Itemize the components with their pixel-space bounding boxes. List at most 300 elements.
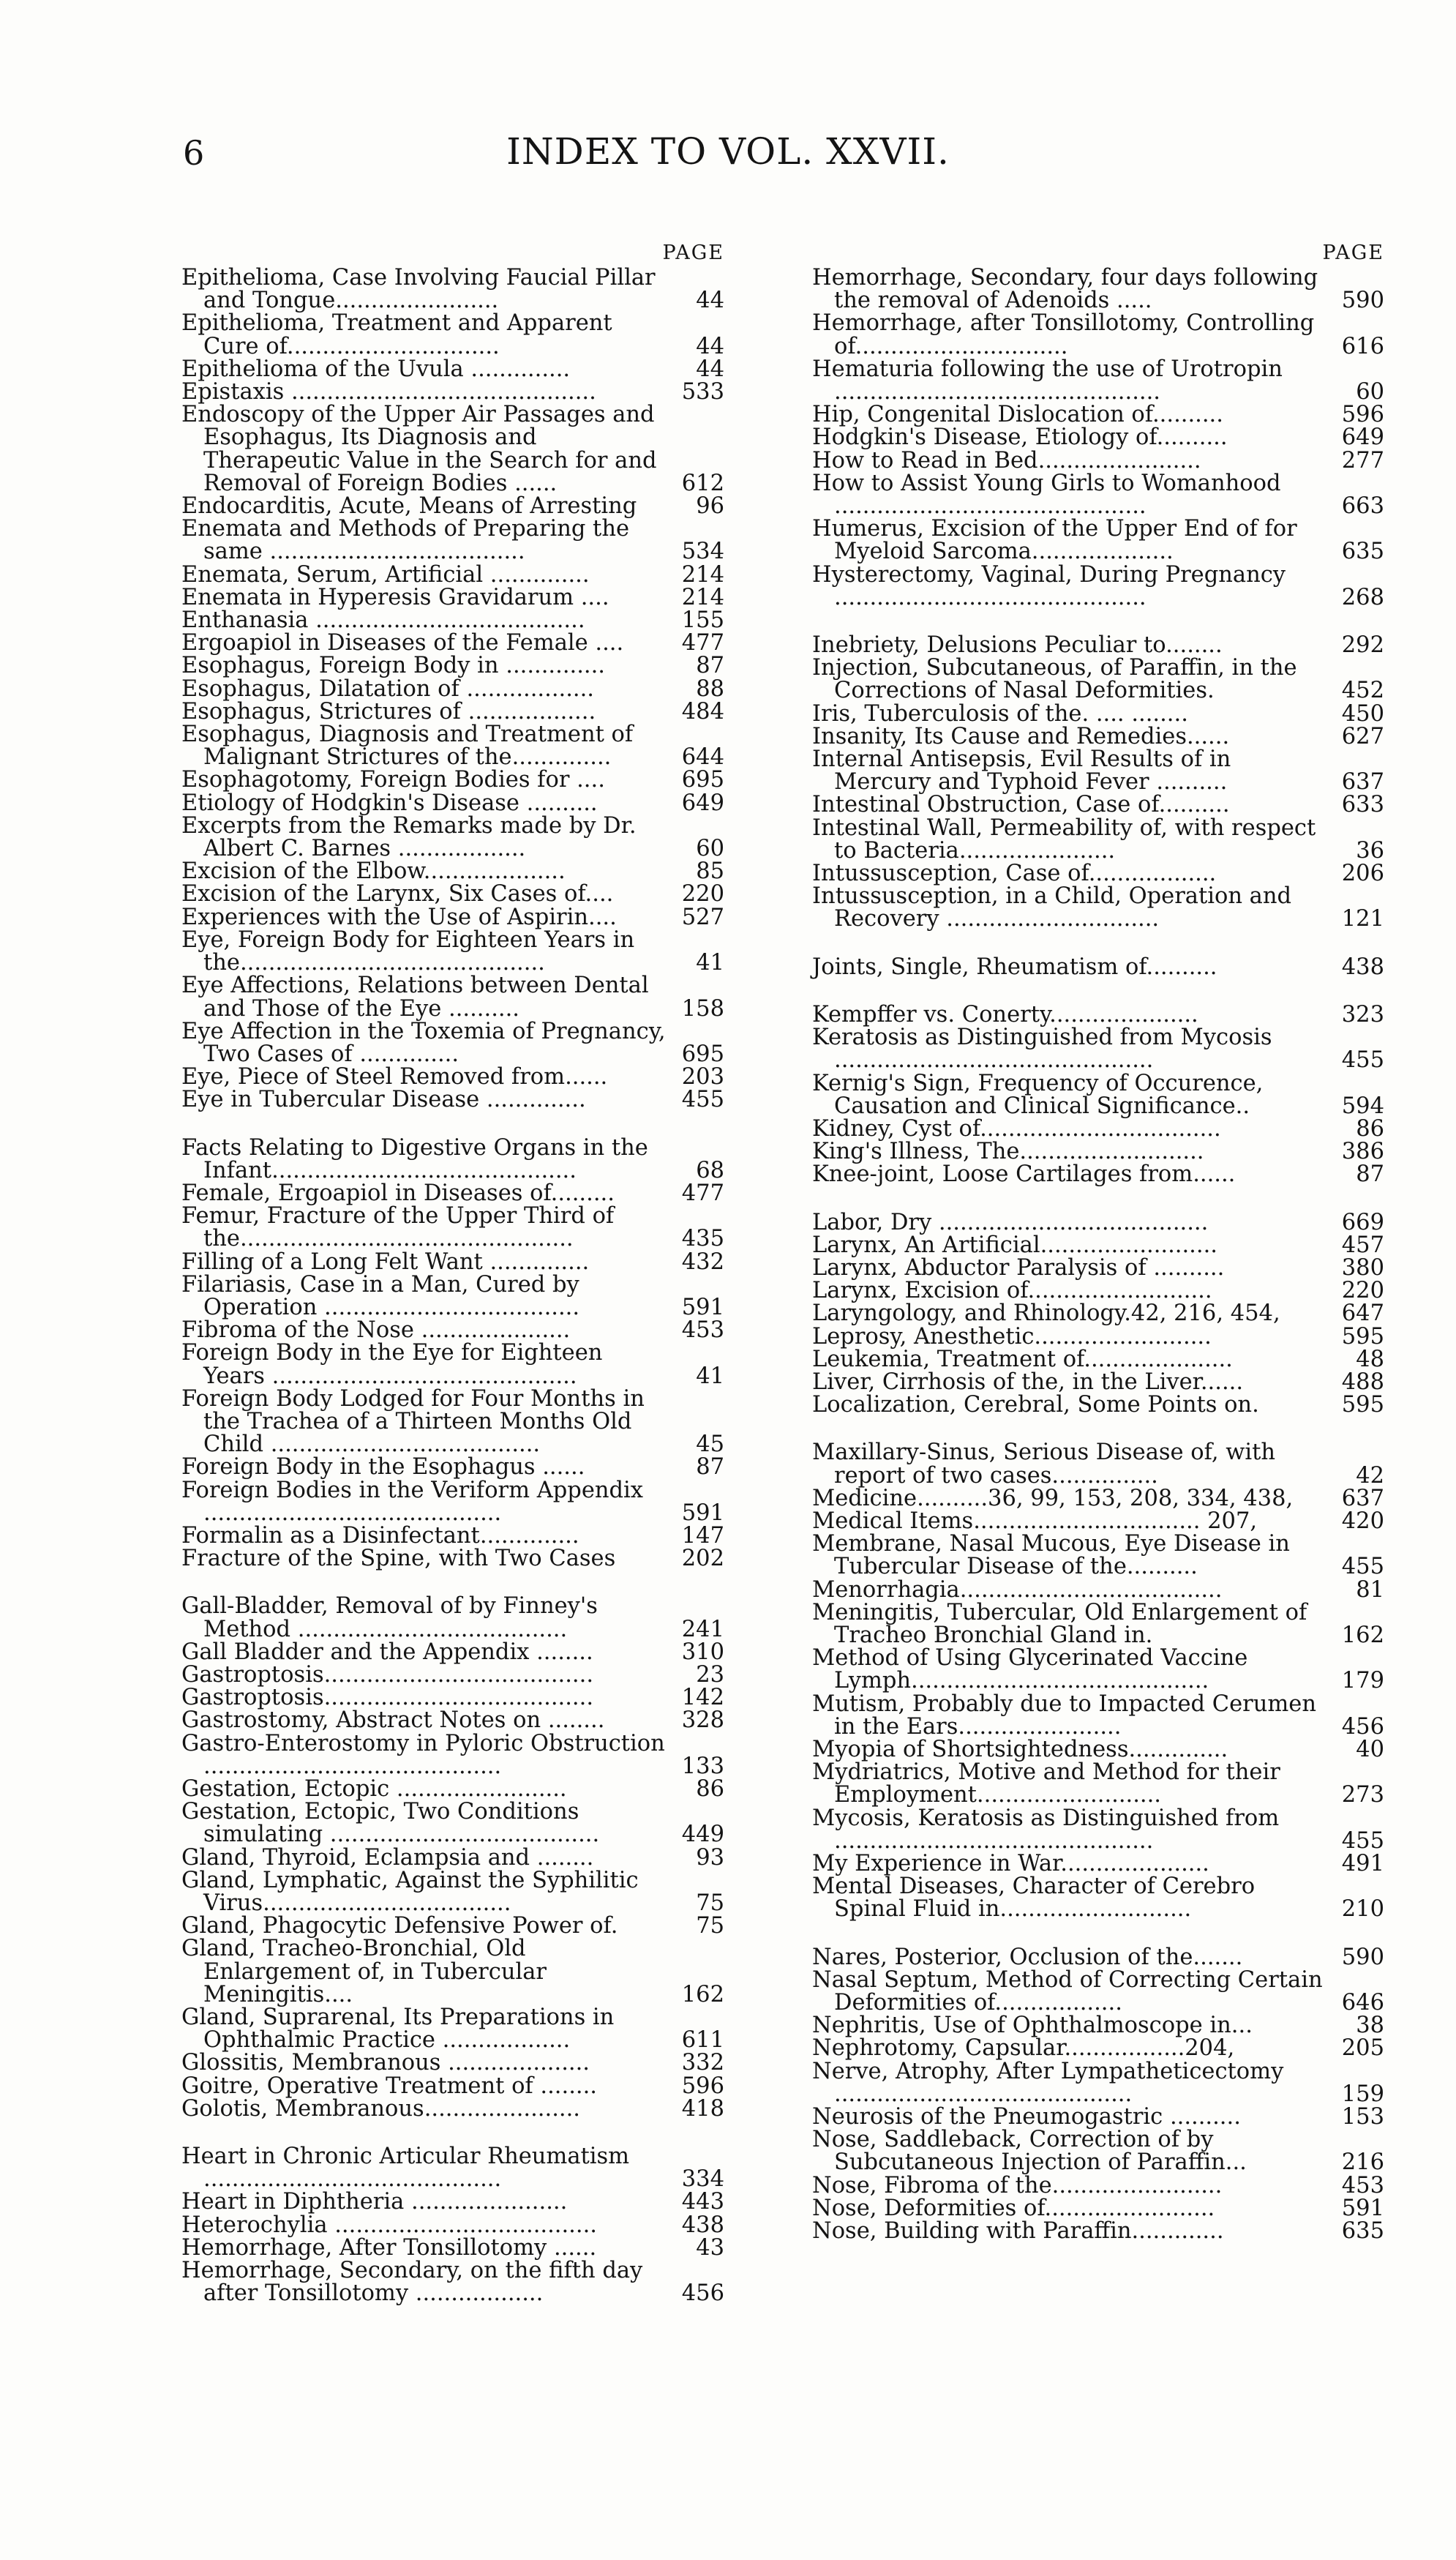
index-entry-text: Hemorrhage, Secondary, four days following the removal of Adenoids .....: [812, 265, 1318, 314]
page-column-heading: PAGE: [662, 242, 724, 264]
index-entry: [812, 632, 1384, 659]
index-entry-page: 220: [1341, 1278, 1384, 1304]
index-entry-text: Hemorrhage, Secondary, on the fifth day after Tonsillotomy ..................: [181, 2258, 643, 2307]
index-entry-text: Larynx, An Artificial.........................: [812, 1232, 1217, 1258]
index-entry-page: 477: [681, 630, 724, 656]
index-entry-text: Larynx, Abductor Paralysis of ..........: [812, 1254, 1225, 1281]
index-entry-text: Esophagus, Foreign Body in ..............: [181, 653, 605, 679]
index-entry: [812, 1487, 1384, 1510]
index-entry-page: 158: [681, 995, 724, 1022]
entry-list: [181, 266, 724, 2305]
index-entry-page: 121: [1341, 906, 1384, 932]
index-entry-text: Enemata and Methods of Preparing the same ....................................: [181, 516, 630, 565]
index-entry-text: Knee-joint, Loose Cartilages from......: [812, 1161, 1236, 1188]
index-entry-page: 277: [1341, 447, 1384, 474]
index-entry: [181, 1547, 724, 1570]
index-entry-text: Eye, Piece of Steel Removed from......: [181, 1064, 608, 1090]
index-entry-text: Enemata, Serum, Artificial ..............: [181, 561, 590, 588]
index-entry-text: Fibroma of the Nose .....................: [181, 1317, 571, 1344]
index-entry-page: 452: [1341, 678, 1384, 704]
index-entry-text: Foreign Body in the Esophagus ......: [181, 1454, 585, 1481]
index-entry-page: 210: [1341, 1896, 1384, 1923]
index-entry: [812, 1140, 1384, 1163]
index-entry-text: Humerus, Excision of the Upper End of for Myeloid Sarcoma....................: [812, 516, 1297, 565]
index-entry: [812, 956, 1384, 978]
index-entry-page: 328: [681, 1707, 724, 1734]
index-entry: [181, 1317, 724, 1344]
index-entry: [812, 1254, 1384, 1281]
index-entry-page: 75: [696, 1890, 724, 1917]
index-entry: [812, 1025, 1384, 1074]
index-entry-text: Gastro-Enterostomy in Pyloric Obstruction ..........................................: [181, 1730, 665, 1779]
index-entry-text: Foreign Bodies in the Veriform Appendix ..........................................: [181, 1477, 643, 1526]
index-entry: [181, 1273, 724, 1319]
index-entry-page: 438: [681, 2212, 724, 2238]
index-entry-page: 87: [696, 653, 724, 679]
index-entry-page: 663: [1341, 493, 1384, 520]
index-entry-page: 87: [1356, 1161, 1384, 1188]
index-entry-page: 488: [1341, 1369, 1384, 1395]
index-entry-page: 332: [681, 2050, 724, 2076]
page-number: 6: [183, 133, 205, 173]
index-entry: [812, 817, 1384, 862]
index-entry: [181, 2234, 724, 2261]
index-entry-page: 88: [696, 675, 724, 702]
index-entry-text: Insanity, Its Cause and Remedies......: [812, 723, 1230, 749]
index-entry-page: 590: [1341, 288, 1384, 314]
index-entry-page: 695: [681, 767, 724, 793]
index-entry-page: 86: [1356, 1115, 1384, 1142]
index-entry: [181, 1134, 724, 1183]
index-entry-text: Hysterectomy, Vaginal, During Pregnancy ............................................: [812, 561, 1286, 610]
index-entry-page: 202: [681, 1546, 724, 1572]
index-entry: [812, 2197, 1384, 2220]
index-entry-text: Epistaxis ...........................................: [181, 379, 596, 405]
index-entry-text: Keratosis as Distinguished from Mycosis .............................................: [812, 1025, 1272, 1074]
index-entry-text: Epithelioma of the Uvula ..............: [181, 356, 571, 382]
entry-list: [812, 265, 1384, 2245]
index-entry-text: Labor, Dry ......................................: [812, 1209, 1209, 1235]
index-entry-page: 292: [1341, 632, 1384, 659]
index-entry-page: 590: [1341, 1944, 1384, 1970]
index-entry-text: Eye in Tubercular Disease ..............: [181, 1087, 586, 1113]
index-entry-page: 456: [1341, 1713, 1384, 1740]
index-entry-text: Excerpts from the Remarks made by Dr. Albert C. Barnes ..................: [181, 812, 637, 862]
index-entry-page: 241: [681, 1616, 724, 1642]
index-entry-text: Gastroptosis......................................: [181, 1685, 594, 1711]
index-entry-page: 418: [681, 2095, 724, 2122]
index-entry-page: 456: [681, 2280, 724, 2307]
index-entry: [181, 929, 724, 974]
index-entry: [812, 1115, 1384, 1142]
index-entry: [812, 449, 1384, 472]
index-entry-text: Nares, Posterior, Occlusion of the.......: [812, 1944, 1243, 1970]
index-entry: [812, 1807, 1384, 1852]
index-entry-page: 310: [681, 1639, 724, 1665]
index-entry: [812, 1234, 1384, 1257]
index-entry: [812, 1966, 1384, 2016]
index-entry: [181, 860, 724, 883]
index-entry: [812, 312, 1384, 357]
index-entry-page: 637: [1341, 769, 1384, 796]
index-entry: [181, 1869, 724, 1915]
index-entry: [181, 1915, 724, 1937]
index-entry: [812, 470, 1384, 520]
index-entry-page: 42: [1356, 1462, 1384, 1489]
index-entry-text: Leprosy, Anesthetic.........................: [812, 1323, 1212, 1350]
index-entry-page: 455: [1341, 1047, 1384, 1074]
index-entry: [181, 722, 724, 771]
index-entry-text: Nephritis, Use of Ophthalmoscope in...: [812, 2013, 1253, 2039]
index-entry-text: Heart in Chronic Articular Rheumatism ..........................................: [181, 2144, 630, 2193]
index-entry-page: 23: [696, 1661, 724, 1688]
index-entry-page: 205: [1341, 2035, 1384, 2062]
index-entry-page: 40: [1356, 1736, 1384, 1762]
index-entry: [181, 586, 724, 609]
index-entry-page: 435: [681, 1226, 724, 1252]
index-entry-text: Epithelioma, Treatment and Apparent Cure of..............................: [181, 310, 612, 359]
index-entry-page: 142: [681, 1685, 724, 1711]
index-entry: [181, 1686, 724, 1709]
index-entry: [812, 1738, 1384, 1761]
index-entry-text: Ergoapiol in Diseases of the Female ....: [181, 630, 624, 656]
index-entry-page: 220: [681, 881, 724, 907]
index-entry: [181, 1479, 724, 1524]
index-entry: [181, 906, 724, 929]
index-entry-page: 214: [681, 561, 724, 588]
index-entry-text: Esophagotomy, Foreign Bodies for ....: [181, 767, 605, 793]
index-column-left: [181, 240, 724, 2305]
index-entry-text: Hip, Congenital Dislocation of..........: [812, 402, 1223, 428]
index-entry: [181, 1182, 724, 1205]
index-entry-text: Heart in Diphtheria ......................: [181, 2189, 568, 2215]
index-entry-text: Mutism, Probably due to Impacted Cerumen in the Ears.......................: [812, 1691, 1316, 1740]
index-entry-page: 647: [1341, 1300, 1384, 1327]
index-entry-text: Eye Affections, Relations between Dental and Those of the Eye ..........: [181, 973, 649, 1022]
index-entry: [812, 1946, 1384, 1969]
index-entry: [181, 403, 724, 495]
index-entry-page: 591: [681, 1500, 724, 1526]
index-entry: [812, 358, 1384, 403]
index-entry-text: Gland, Phagocytic Defensive Power of.: [181, 1913, 618, 1939]
index-entry-text: Laryngology, and Rhinology.42, 216, 454,: [812, 1300, 1280, 1327]
index-entry-text: Eye, Foreign Body for Eighteen Years in the...........................................: [181, 927, 635, 976]
index-entry: [812, 517, 1384, 563]
index-entry-text: Liver, Cirrhosis of the, in the Liver......: [812, 1369, 1244, 1395]
index-entry-text: Gestation, Ectopic, Two Conditions simulating ......................................: [181, 1799, 600, 1848]
index-entry-page: 455: [681, 1087, 724, 1113]
index-entry-page: 206: [1341, 861, 1384, 887]
index-entry-page: 455: [1341, 1827, 1384, 1854]
index-entry: [181, 1732, 724, 1778]
index-entry-text: Hematuria following the use of Urotropin ..............................................: [812, 356, 1283, 405]
index-entry-page: 457: [1341, 1232, 1384, 1258]
index-entry-page: 93: [696, 1844, 724, 1871]
index-entry: [812, 1874, 1384, 1923]
index-entry-page: 75: [696, 1913, 724, 1939]
index-entry: [181, 312, 724, 357]
index-entry-text: Femur, Fracture of the Upper Third of the...............................................: [181, 1203, 615, 1252]
index-entry: [181, 700, 724, 723]
index-entry: [812, 725, 1384, 748]
index-entry: [812, 1601, 1384, 1647]
index-entry-text: Gland, Lymphatic, Against the Syphilitic Virus...................................: [181, 1867, 639, 1917]
index-entry-page: 380: [1341, 1254, 1384, 1281]
index-entry-text: Localization, Cerebral, Some Points on.: [812, 1392, 1259, 1418]
index-entry-text: Gland, Suprarenal, Its Preparations in Ophthalmic Practice ..................: [181, 2005, 615, 2054]
index-entry: [181, 973, 724, 1022]
index-entry: [812, 656, 1384, 702]
index-entry-text: Intussusception, in a Child, Operation and Recovery ..............................: [812, 883, 1292, 932]
index-entry-text: Gland, Tracheo-Bronchial, Old Enlargement of, in Tubercular Meningitis....: [181, 1936, 547, 2007]
index-entry-page: 60: [1356, 379, 1384, 405]
index-entry: [181, 2214, 724, 2237]
index-entry-page: 627: [1341, 723, 1384, 749]
index-entry-page: 432: [681, 1249, 724, 1275]
index-entry-page: 595: [1341, 1323, 1384, 1350]
index-entry: [181, 517, 724, 563]
index-entry: [181, 1778, 724, 1800]
index-entry-text: Iris, Tuberculosis of the. .... ........: [812, 700, 1188, 727]
index-entry-page: 36: [1356, 837, 1384, 864]
index-entry: [812, 1532, 1384, 1578]
index-entry-text: Membrane, Nasal Mucous, Eye Disease in Tubercular Disease of the..........: [812, 1531, 1290, 1580]
index-entry-text: Gastrostomy, Abstract Notes on ........: [181, 1707, 605, 1734]
page-column-heading: PAGE: [1322, 242, 1384, 264]
index-entry-text: How to Read in Bed.......................: [812, 447, 1201, 474]
index-entry: [812, 700, 1384, 727]
index-entry-page: 153: [1341, 2104, 1384, 2130]
index-entry: [812, 403, 1384, 426]
index-entry: [812, 1211, 1384, 1234]
index-entry-text: Intestinal Obstruction, Case of..........: [812, 792, 1230, 818]
index-entry-page: 147: [681, 1522, 724, 1549]
index-entry: [181, 1454, 724, 1481]
index-entry-text: Goitre, Operative Treatment of ........: [181, 2073, 597, 2099]
index-entry-page: 162: [1341, 1622, 1384, 1648]
index-entry-page: 159: [1341, 2081, 1384, 2107]
index-column-right: [812, 240, 1384, 2245]
index-entry-text: Facts Relating to Digestive Organs in the Infant...........................................: [181, 1134, 648, 1183]
index-entry: [812, 793, 1384, 816]
index-entry-page: 453: [1341, 2172, 1384, 2198]
index-entry-page: 591: [681, 1294, 724, 1320]
index-entry-page: 85: [696, 858, 724, 885]
index-entry: [181, 2005, 724, 2054]
index-entry-text: Kidney, Cyst of..................................: [812, 1115, 1221, 1142]
index-entry-text: Etiology of Hodgkin's Disease ..........: [181, 790, 598, 816]
index-entry-text: Joints, Single, Rheumatism of..........: [812, 954, 1217, 980]
index-entry: [812, 2174, 1384, 2197]
index-entry: [181, 812, 724, 862]
index-entry-text: Epithelioma, Case Involving Faucial Pillar and Tongue.......................: [181, 265, 656, 314]
index-entry-text: Nephrotomy, Capsular.................204,: [812, 2035, 1235, 2062]
index-entry: [812, 2014, 1384, 2037]
index-entry: [812, 1302, 1384, 1325]
index-entry: [181, 2259, 724, 2305]
index-entry-text: Intussusception, Case of..................: [812, 861, 1217, 887]
index-entry: [181, 1663, 724, 1686]
index-entry-page: 527: [681, 904, 724, 930]
index-entry-text: Gland, Thyroid, Eclampsia and ........: [181, 1844, 594, 1871]
index-entry: [181, 632, 724, 654]
index-entry-page: 596: [681, 2073, 724, 2099]
index-entry: [812, 862, 1384, 885]
index-entry: [181, 1088, 724, 1111]
index-entry: [181, 493, 724, 520]
index-entry: [812, 1393, 1384, 1416]
index-entry-page: 669: [1341, 1209, 1384, 1235]
index-entry-text: Heterochylia .....................................: [181, 2212, 597, 2238]
index-entry: [812, 266, 1384, 312]
index-entry: [181, 1524, 724, 1547]
index-entry-page: 38: [1356, 2013, 1384, 2039]
index-entry: [181, 1066, 724, 1088]
index-entry-page: 179: [1341, 1668, 1384, 1694]
index-entry: [812, 1003, 1384, 1026]
index-entry: [181, 1641, 724, 1663]
index-entry: [812, 1325, 1384, 1348]
index-entry-page: 695: [681, 1041, 724, 1067]
index-entry: [812, 2035, 1384, 2062]
index-entry: [181, 1020, 724, 1066]
index-entry-text: Esophagus, Dilatation of ..................: [181, 675, 594, 702]
index-entry-page: 484: [681, 698, 724, 725]
index-entry: [812, 746, 1384, 796]
index-entry-text: Inebriety, Delusions Peculiar to........: [812, 632, 1223, 659]
index-entry-page: 273: [1341, 1782, 1384, 1808]
index-entry-text: Filling of a Long Felt Want ..............: [181, 1249, 590, 1275]
index-entry-page: 48: [1356, 1346, 1384, 1372]
index-entry: [181, 1251, 724, 1273]
index-entry-page: 633: [1341, 792, 1384, 818]
index-entry-page: 612: [681, 470, 724, 496]
index-entry-page: 386: [1341, 1139, 1384, 1165]
index-entry-text: Larynx, Excision of..........................: [812, 1278, 1212, 1304]
index-entry-page: 41: [696, 950, 724, 976]
index-entry: [181, 1595, 724, 1640]
index-entry: [812, 1576, 1384, 1603]
index-entry-page: 268: [1341, 584, 1384, 610]
index-entry-text: Female, Ergoapiol in Diseases of.........: [181, 1180, 615, 1206]
index-entry-page: 644: [681, 744, 724, 771]
index-entry-page: 635: [1341, 2218, 1384, 2245]
index-entry: [812, 1072, 1384, 1118]
index-entry-text: Filariasis, Case in a Man, Cured by Operation ....................................: [181, 1271, 580, 1320]
index-entry-page: 323: [1341, 1001, 1384, 1028]
index-entry: [181, 1385, 724, 1458]
index-entry: [812, 1279, 1384, 1302]
index-entry-page: 649: [681, 790, 724, 816]
index-entry: [812, 2218, 1384, 2245]
index-entry-text: Intestinal Wall, Permeability of, with respect to Bacteria......................: [812, 815, 1316, 864]
index-entry-text: Hodgkin's Disease, Etiology of..........: [812, 424, 1228, 451]
index-entry: [812, 1348, 1384, 1371]
page-title: INDEX TO VOL. XXVII.: [506, 130, 950, 173]
index-entry: [812, 1693, 1384, 1738]
index-entry-page: 491: [1341, 1851, 1384, 1876]
index-entry-page: 455: [1341, 1554, 1384, 1580]
index-entry-page: 43: [696, 2234, 724, 2261]
index-entry: [181, 2097, 724, 2120]
index-entry: [812, 1852, 1384, 1875]
index-entry-text: Kempffer vs. Conerty.....................: [812, 1001, 1198, 1028]
index-entry-text: Injection, Subcutaneous, of Paraffin, in the Corrections of Nasal Deformities.: [812, 655, 1297, 704]
index-entry-text: Gall Bladder and the Appendix ........: [181, 1639, 593, 1665]
index-entry-page: 649: [1341, 424, 1384, 451]
index-entry-text: Maxillary-Sinus, Serious Disease of, with report of two cases...............: [812, 1440, 1275, 1489]
index-entry-text: Mycosis, Keratosis as Distinguished from .............................................: [812, 1805, 1280, 1854]
index-entry-text: Kernig's Sign, Frequency of Occurence, Causation and Clinical Significance..: [812, 1070, 1264, 1119]
index-entry-text: Menorrhagia.....................................: [812, 1576, 1223, 1603]
index-entry-page: 443: [681, 2189, 724, 2215]
index-entry-page: 133: [681, 1753, 724, 1779]
index-entry: [181, 2075, 724, 2097]
index-entry: [181, 1800, 724, 1846]
index-entry-page: 453: [681, 1317, 724, 1344]
index-entry-text: Fracture of the Spine, with Two Cases: [181, 1546, 616, 1572]
index-entry: [181, 2051, 724, 2074]
index-entry-page: 637: [1341, 1485, 1384, 1511]
index-entry-text: Nasal Septum, Method of Correcting Certain Deformities of..................: [812, 1966, 1323, 2016]
index-entry-text: Endocarditis, Acute, Means of Arresting: [181, 493, 637, 520]
index-entry-text: Nose, Deformities of........................: [812, 2195, 1215, 2221]
index-entry-page: 162: [681, 1981, 724, 2007]
index-entry: [812, 1440, 1384, 1489]
index-entry: [812, 1371, 1384, 1393]
index-entry-page: 477: [681, 1180, 724, 1206]
index-entry-page: 334: [681, 2166, 724, 2193]
index-entry-page: 534: [681, 539, 724, 565]
index-entry-text: Myopia of Shortsightedness..............: [812, 1736, 1228, 1762]
index-entry-page: 41: [696, 1363, 724, 1389]
index-entry-text: Hemorrhage, after Tonsillotomy, Controlling of..............................: [812, 310, 1315, 359]
index-entry-text: Gestation, Ectopic ........................: [181, 1776, 567, 1802]
index-entry: [812, 2106, 1384, 2128]
index-entry-text: Mydriatrics, Motive and Method for their Employment..........................: [812, 1759, 1280, 1808]
index-entry-text: Formalin as a Disinfectant..............: [181, 1522, 579, 1549]
index-entry-text: Esophagus, Strictures of ..................: [181, 698, 596, 725]
index-entry-page: 438: [1341, 954, 1384, 980]
index-entry: [812, 561, 1384, 610]
index-entry-text: Neurosis of the Pneumogastric ..........: [812, 2104, 1241, 2130]
index-entry-text: Hemorrhage, After Tonsillotomy ......: [181, 2234, 597, 2261]
index-entry-text: Experiences with the Use of Aspirin....: [181, 904, 617, 930]
index-entry-text: My Experience in War.....................: [812, 1851, 1209, 1876]
index-entry: [181, 768, 724, 791]
index-entry: [812, 885, 1384, 930]
index-entry-page: 450: [1341, 700, 1384, 727]
index-entry-text: Enthanasia ......................................: [181, 607, 585, 634]
index-entry: [181, 561, 724, 588]
index-entry-page: 646: [1341, 1990, 1384, 2016]
index-entry-text: Eye Affection in the Toxemia of Pregnancy, Two Cases of ..............: [181, 1018, 666, 1067]
index-entry-page: 81: [1356, 1576, 1384, 1603]
index-entry-text: Enemata in Hyperesis Gravidarum ....: [181, 584, 609, 610]
index-entry: [812, 1647, 1384, 1692]
index-entry-text: Esophagus, Diagnosis and Treatment of Malignant Strictures of the..............: [181, 722, 634, 771]
index-entry: [181, 266, 724, 312]
index-entry: [181, 883, 724, 905]
index-entry-text: Mental Diseases, Character of Cerebro Spinal Fluid in...........................: [812, 1874, 1256, 1923]
index-entry-text: Gastroptosis......................................: [181, 1661, 594, 1688]
index-entry: [812, 1163, 1384, 1186]
index-entry-text: Excision of the Elbow....................: [181, 858, 566, 885]
index-entry: [181, 2190, 724, 2213]
index-entry-page: 595: [1341, 1392, 1384, 1418]
index-entry: [181, 358, 724, 381]
index-entry-page: 203: [681, 1064, 724, 1090]
